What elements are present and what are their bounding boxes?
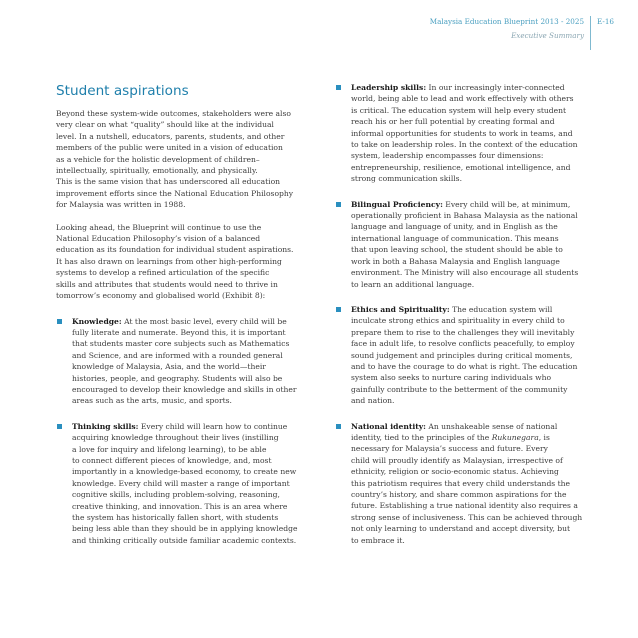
text-line: level. In a nutshell, educators, parents, students, and other	[56, 131, 285, 141]
blueprint-paragraph	[56, 222, 318, 302]
text-line: Looking ahead, the Blueprint will continue to use the	[56, 222, 262, 232]
bullet-heading: National identity:	[351, 421, 426, 431]
text-line: to connect different pieces of knowledge, and, most	[72, 455, 272, 465]
bullet-first-line	[351, 82, 597, 93]
bullet-thinking-skills	[56, 421, 318, 546]
text-line: Beyond these system-wide outcomes, stakeholders were also	[56, 109, 291, 118]
text-fragment: , is	[538, 432, 550, 442]
text-line: informal opportunities for students to work in teams, and	[351, 128, 573, 138]
text-line: and thinking critically outside familiar academic contexts.	[72, 535, 297, 545]
text-line: sound judgement and principles during critical moments,	[351, 350, 573, 360]
text-line: education as its foundation for individual student aspirations.	[56, 245, 294, 255]
text-line	[351, 432, 597, 443]
bullet-knowledge	[56, 316, 318, 407]
bullet-heading: Bilingual Proficiency:	[351, 199, 443, 209]
bullet-first-line	[351, 421, 597, 432]
text-line: language and language of unity, and in English as the	[351, 222, 558, 232]
bullet-leadership-skills	[335, 82, 597, 185]
bullet-first-line	[351, 199, 597, 210]
right-column	[335, 82, 597, 546]
text-line: knowledge of Malaysia, Asia, and the world—their	[72, 362, 266, 372]
text-line: acquiring knowledge throughout their lives (instilling	[72, 433, 279, 443]
header-divider	[590, 16, 591, 50]
section-title: Student aspirations	[56, 83, 189, 99]
left-column	[56, 83, 318, 546]
text-line: work in both a Bahasa Malaysia and English language	[351, 256, 560, 266]
bullet-marker	[336, 202, 341, 207]
bullet-heading: Knowledge:	[72, 316, 122, 326]
page-number: E-16	[597, 17, 614, 26]
intro-paragraph	[56, 108, 318, 211]
bullet-marker	[57, 424, 62, 429]
bullet-first-line	[72, 316, 318, 327]
text-line: not only learning to understand and accept diversity, but	[351, 524, 571, 534]
text-line: very clear on what “quality” should like at the individual	[56, 120, 274, 130]
text-line: entrepreneurship, resilience, emotional intelligence, and	[351, 162, 571, 172]
text-line: skills and attributes that students would need to thrive in	[56, 279, 278, 289]
text-line: and nation.	[351, 396, 395, 406]
text-line: knowledge. Every child will master a range of important	[72, 478, 290, 488]
text-line: international language of communication. This means	[351, 233, 559, 243]
text-line: improvement efforts since the National Education Philosophy	[56, 188, 294, 198]
text-line: country’s history, and share common aspirations for the	[351, 490, 567, 499]
text-line: members of the public were united in a vision of education	[56, 143, 283, 153]
bullet-marker	[57, 319, 62, 324]
bullet-bilingual-proficiency	[335, 199, 597, 290]
text-line: the system has historically fallen short, with students	[72, 513, 279, 522]
text-line: to embrace it.	[351, 535, 405, 545]
bullet-first-line	[72, 421, 318, 432]
bullet-first-text: The education system will	[449, 304, 553, 314]
bullet-ethics-spirituality	[335, 304, 597, 407]
text-line: child will proudly identify as Malaysian, irrespective of	[351, 455, 563, 465]
text-line: a love for inquiry and lifelong learning), to be able	[72, 444, 267, 454]
text-line: ethnicity, religion or socio-economic status. Achieving	[351, 467, 559, 477]
text-line: future. Establishing a true national identity also requires a	[351, 501, 578, 511]
bullet-marker	[336, 424, 341, 429]
text-line: face in adult life, to resolve conflicts peacefully, to employ	[351, 339, 575, 349]
text-line: gainfully contribute to the betterment of the community	[351, 384, 568, 394]
text-line: cognitive skills, including problem-solving, reasoning,	[72, 490, 280, 500]
text-line: intellectually, spiritually, emotionally, and physically.	[56, 166, 258, 176]
bullet-marker	[336, 307, 341, 312]
text-line: inculcate strong ethics and spirituality in every child to	[351, 316, 565, 326]
header-title: Malaysia Education Blueprint 2013 - 2025	[429, 17, 585, 26]
text-line: is critical. The education system will help every student	[351, 105, 567, 115]
bullet-first-text: Every child will be, at minimum,	[442, 199, 571, 209]
text-fragment: identity, tied to the principles of the	[351, 432, 492, 442]
text-line: importantly in a knowledge-based economy, to create new	[72, 467, 297, 477]
bullet-first-line	[351, 304, 597, 315]
text-line: environment. The Ministry will also encourage all students	[351, 268, 579, 278]
text-line: operationally proficient in Bahasa Malaysia as the national	[351, 211, 578, 221]
text-line: to learn an additional language.	[351, 279, 475, 289]
text-line: this patriotism requires that every child understands the	[351, 478, 571, 488]
bullet-heading: Ethics and Spirituality:	[351, 304, 450, 314]
text-line: system, leadership encompasses four dimensions:	[351, 151, 544, 161]
text-line: tomorrow’s economy and globalised world (Exhibit 8):	[56, 291, 266, 301]
text-line: to take on leadership roles. In the context of the education	[351, 140, 578, 150]
header-subtitle: Executive Summary	[511, 31, 585, 40]
text-line: strong communication skills.	[351, 174, 462, 184]
text-line: histories, people, and geography. Students will also be	[72, 373, 283, 383]
text-line: fully literate and numerate. Beyond this, it is important	[72, 327, 286, 337]
text-line: encouraged to develop their knowledge and skills in other	[72, 384, 297, 394]
bullet-heading: Leadership skills:	[351, 83, 427, 92]
text-line: and to have the courage to do what is right. The education	[351, 361, 578, 371]
text-line: It has also drawn on learnings from other high-performing	[56, 256, 282, 266]
bullet-national-identity	[335, 421, 597, 546]
text-line: that upon leaving school, the student should be able to	[351, 245, 563, 255]
text-line: that students master core subjects such as Mathematics	[72, 339, 290, 349]
text-line: strong sense of inclusiveness. This can be achieved through	[351, 512, 583, 522]
text-line: This is the same vision that has underscored all education	[56, 177, 281, 187]
bullet-first-text: At the most basic level, every child will be	[121, 316, 287, 326]
text-line: necessary for Malaysia’s success and future. Every	[351, 444, 548, 454]
text-line: world, being able to lead and work effectively with others	[351, 94, 574, 104]
header-text	[430, 16, 590, 41]
text-line: as a vehicle for the holistic development of children–	[56, 154, 260, 164]
text-line: prepare them to rise to the challenges they will inevitably	[351, 327, 575, 337]
text-line: creative thinking, and innovation. This is an area where	[72, 501, 288, 511]
text-line: for Malaysia was written in 1988.	[56, 200, 186, 210]
bullet-heading: Thinking skills:	[72, 421, 139, 431]
bullet-first-text: In our increasingly inter-connected	[426, 83, 565, 92]
text-line: National Education Philosophy’s vision of a balanced	[56, 234, 261, 244]
text-line: and Science, and are informed with a rounded general	[72, 350, 283, 360]
bullet-first-text: An unshakeable sense of national	[425, 421, 558, 431]
page-header	[430, 16, 614, 50]
text-line: systems to develop a refined articulation of the specific	[56, 268, 270, 278]
rukunegara-term: Rukunegara	[491, 432, 539, 442]
text-line: system also seeks to nurture caring individuals who	[351, 373, 552, 383]
text-line: being less able than they should be in applying knowledge	[72, 524, 298, 534]
text-line: areas such as the arts, music, and sports.	[72, 396, 232, 406]
bullet-first-text: Every child will learn how to continue	[138, 421, 288, 431]
text-line: reach his or her full potential by creating formal and	[351, 117, 555, 127]
bullet-marker	[336, 85, 341, 90]
